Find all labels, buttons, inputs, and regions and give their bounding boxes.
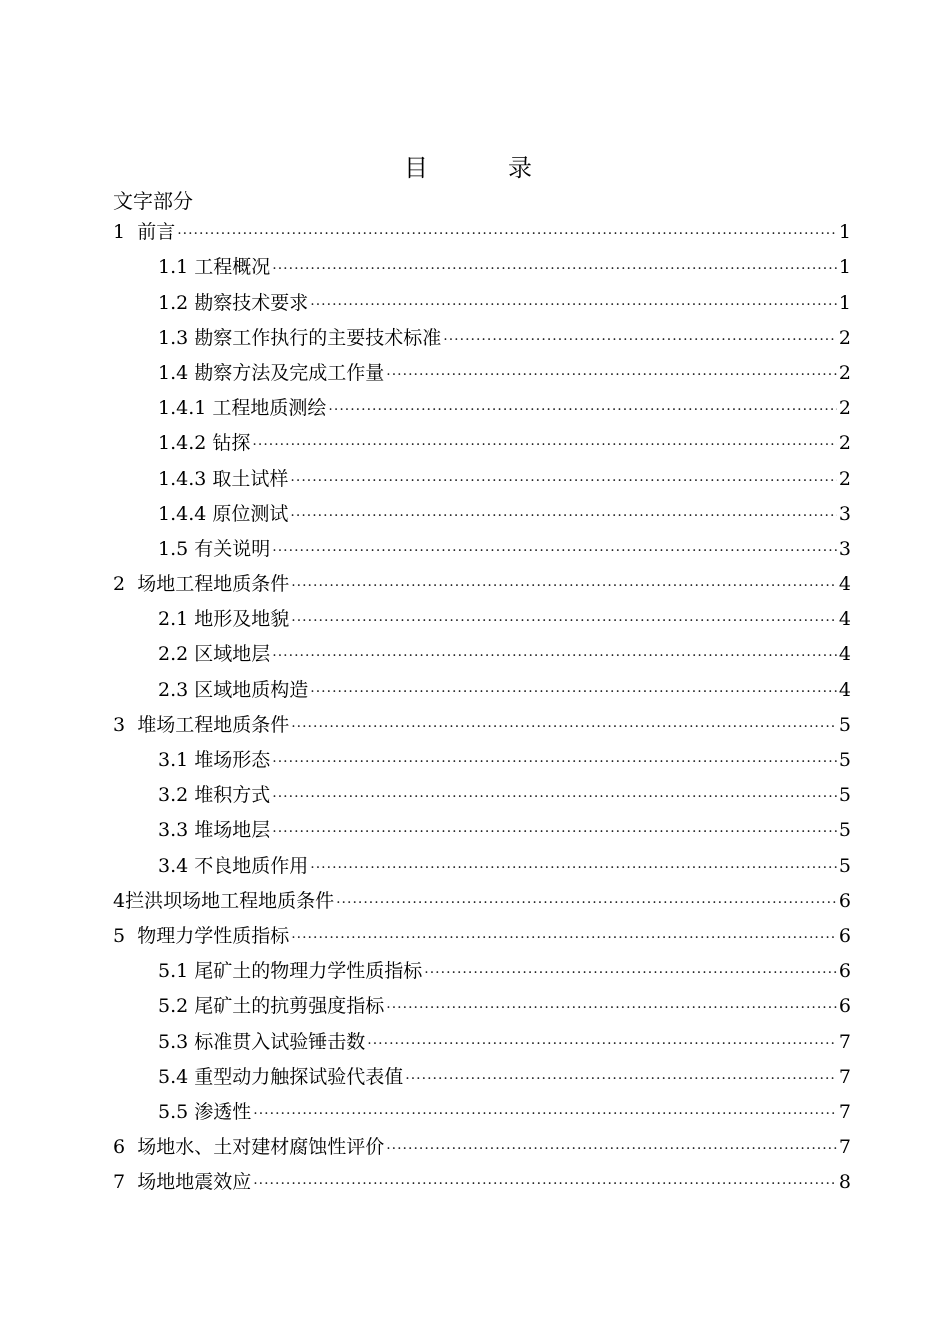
dot-leader — [291, 602, 837, 637]
toc-entry-number: 5.2 — [158, 995, 189, 1018]
toc-entry-label — [158, 849, 308, 884]
toc-entry[interactable] — [113, 743, 851, 778]
toc-page-number: 4 — [838, 678, 851, 701]
toc-entry[interactable] — [113, 356, 851, 391]
toc-entry-number: 4 — [113, 889, 126, 912]
toc-entry-label — [158, 286, 308, 321]
toc-entry-text: 物理力学性质指标 — [137, 924, 290, 947]
toc-page-number: 1 — [838, 256, 851, 279]
toc-entry[interactable] — [113, 919, 851, 954]
toc-entry-label — [158, 637, 270, 672]
toc-entry-text: 区域地层 — [194, 643, 271, 666]
toc-entry-number: 3 — [113, 713, 126, 736]
toc-page-number: 1 — [838, 221, 851, 244]
toc-entry[interactable] — [113, 813, 851, 848]
toc-entry-label — [158, 813, 270, 848]
toc-entry[interactable] — [113, 567, 851, 602]
toc-page-number: 2 — [838, 397, 851, 420]
toc-entry-label — [113, 1165, 251, 1200]
toc-page-number: 5 — [838, 819, 851, 842]
toc-page-number: 7 — [838, 1136, 851, 1159]
toc-entry-label — [158, 250, 270, 285]
toc-page-number: 5 — [838, 713, 851, 736]
toc-entry-text: 钻探 — [212, 432, 251, 455]
toc-entry[interactable] — [113, 954, 851, 989]
toc-entry-number: 2.1 — [158, 608, 189, 631]
toc-entry-number: 5.5 — [158, 1100, 189, 1123]
toc-entry-number: 1.4 — [158, 361, 189, 384]
toc-entry-number: 3.4 — [158, 854, 189, 877]
table-of-contents — [113, 215, 851, 1200]
toc-entry-label — [158, 462, 288, 497]
toc-entry[interactable] — [113, 1165, 851, 1200]
toc-entry-label — [113, 1130, 384, 1165]
toc-entry-text: 工程概况 — [194, 256, 271, 279]
toc-entry-text: 工程地质测绘 — [212, 397, 327, 420]
toc-page-number: 6 — [838, 995, 851, 1018]
toc-entry-text: 场地地震效应 — [137, 1171, 252, 1194]
dot-leader — [291, 708, 837, 743]
toc-entry[interactable] — [113, 637, 851, 672]
toc-entry[interactable] — [113, 461, 851, 496]
toc-page-number: 2 — [838, 467, 851, 490]
toc-page-number: 3 — [838, 537, 851, 560]
toc-entry-label — [158, 778, 270, 813]
toc-entry[interactable] — [113, 884, 851, 919]
toc-page-number: 2 — [838, 432, 851, 455]
toc-entry-label — [158, 954, 422, 989]
toc-entry[interactable] — [113, 391, 851, 426]
toc-entry[interactable] — [113, 672, 851, 707]
toc-entry-number: 3.1 — [158, 749, 189, 771]
dot-leader — [405, 1060, 837, 1095]
toc-page-number: 4 — [838, 608, 851, 631]
toc-entry-text: 前言 — [137, 221, 176, 244]
dot-leader — [272, 743, 837, 778]
toc-entry[interactable] — [113, 1095, 851, 1130]
toc-entry-number: 3.2 — [158, 784, 189, 807]
dot-leader — [443, 321, 837, 356]
toc-entry-text: 尾矿土的物理力学性质指标 — [194, 960, 423, 983]
page-title: 目 录 — [404, 154, 560, 182]
dot-leader — [272, 813, 837, 848]
toc-page-number: 5 — [838, 749, 851, 771]
toc-page-number: 7 — [838, 1065, 851, 1088]
toc-entry-number: 3.3 — [158, 819, 189, 842]
toc-entry-text: 标准贯入试验锤击数 — [194, 1030, 366, 1053]
dot-leader — [310, 849, 837, 884]
toc-entry-label — [158, 426, 250, 461]
toc-entry[interactable] — [113, 989, 851, 1024]
toc-page-number: 3 — [838, 502, 851, 525]
section-label: 文字部分 — [113, 189, 193, 213]
toc-entry-number: 1.5 — [158, 537, 189, 560]
toc-entry-number: 1.2 — [158, 291, 189, 314]
toc-entry-number: 2.2 — [158, 643, 189, 666]
toc-entry-label — [158, 391, 326, 426]
dot-leader — [328, 391, 836, 426]
toc-entry-number: 5 — [113, 924, 126, 947]
dot-leader — [272, 250, 837, 285]
toc-entry-text: 区域地质构造 — [194, 678, 309, 701]
toc-entry-number: 1.4.3 — [158, 467, 207, 490]
toc-entry[interactable] — [113, 848, 851, 883]
toc-entry-number: 2 — [113, 573, 126, 596]
toc-entry-number: 5.4 — [158, 1065, 189, 1088]
dot-leader — [291, 567, 837, 602]
toc-entry-label — [158, 356, 384, 391]
toc-entry-label — [113, 708, 289, 743]
dot-leader — [272, 532, 837, 567]
dot-leader — [310, 673, 837, 708]
toc-entry-label — [158, 743, 270, 778]
toc-entry-label — [158, 1095, 251, 1130]
toc-entry-label — [158, 1060, 403, 1095]
toc-entry[interactable] — [113, 497, 851, 532]
toc-page-number: 6 — [838, 924, 851, 947]
toc-entry-label — [113, 215, 175, 250]
toc-page-number: 6 — [838, 889, 851, 912]
toc-entry-text: 取土试样 — [212, 467, 289, 490]
toc-entry-number: 1.4.2 — [158, 432, 207, 455]
toc-entry-label — [113, 884, 334, 919]
toc-entry-text: 渗透性 — [194, 1100, 252, 1123]
toc-entry[interactable] — [113, 602, 851, 637]
dot-leader — [310, 286, 837, 321]
toc-page-number: 4 — [838, 573, 851, 596]
toc-entry-text: 勘察工作执行的主要技术标准 — [194, 326, 442, 349]
toc-entry-text: 原位测试 — [212, 502, 289, 525]
toc-entry-number: 5.1 — [158, 960, 189, 983]
dot-leader — [252, 426, 836, 461]
dot-leader — [272, 778, 837, 813]
toc-entry-label — [113, 567, 289, 602]
toc-entry-text: 拦洪坝场地工程地质条件 — [125, 889, 335, 912]
toc-entry[interactable] — [113, 215, 851, 250]
toc-page-number: 7 — [838, 1030, 851, 1053]
toc-entry[interactable] — [113, 426, 851, 461]
dot-leader — [177, 215, 837, 250]
toc-entry-text: 场地水、土对建材腐蚀性评价 — [137, 1136, 385, 1159]
toc-page-number: 6 — [838, 960, 851, 983]
toc-page-number: 5 — [838, 784, 851, 807]
toc-entry[interactable] — [113, 1130, 851, 1165]
toc-entry-number: 1.4.4 — [158, 502, 207, 525]
toc-entry-text: 勘察技术要求 — [194, 291, 309, 314]
toc-entry[interactable] — [113, 532, 851, 567]
toc-page-number: 2 — [838, 361, 851, 384]
dot-leader — [290, 462, 836, 497]
toc-entry[interactable] — [113, 708, 851, 743]
toc-page-number: 1 — [838, 291, 851, 314]
toc-entry-number: 1 — [113, 221, 126, 244]
toc-entry-text: 地形及地貌 — [194, 608, 290, 631]
toc-page-number: 2 — [838, 326, 851, 349]
toc-entry-label — [158, 1025, 365, 1060]
toc-entry-number: 1.1 — [158, 256, 189, 279]
toc-entry[interactable] — [113, 1024, 851, 1059]
toc-entry[interactable] — [113, 1060, 851, 1095]
toc-entry-label — [158, 602, 289, 637]
dot-leader — [290, 497, 836, 532]
toc-entry-text: 有关说明 — [194, 537, 271, 560]
dot-leader — [367, 1025, 837, 1060]
toc-entry-text: 尾矿土的抗剪强度指标 — [194, 995, 385, 1018]
toc-entry-number: 6 — [113, 1136, 126, 1159]
toc-entry-label — [158, 321, 441, 356]
toc-entry[interactable] — [113, 778, 851, 813]
toc-entry-text: 场地工程地质条件 — [137, 573, 290, 596]
toc-entry-number: 2.3 — [158, 678, 189, 701]
toc-entry-label — [158, 989, 384, 1024]
dot-leader — [386, 989, 837, 1024]
dot-leader — [253, 1165, 837, 1200]
toc-entry[interactable] — [113, 250, 851, 285]
toc-entry-text: 堆场形态 — [194, 749, 271, 771]
toc-page-number: 4 — [838, 643, 851, 666]
toc-entry-text: 勘察方法及完成工作量 — [194, 361, 385, 384]
dot-leader — [272, 637, 837, 672]
toc-entry-number: 1.4.1 — [158, 397, 207, 420]
toc-entry-number: 1.3 — [158, 326, 189, 349]
dot-leader — [386, 356, 837, 391]
toc-page-number: 8 — [838, 1171, 851, 1194]
toc-entry-label — [158, 673, 308, 708]
toc-entry-text: 堆积方式 — [194, 784, 271, 807]
dot-leader — [291, 919, 837, 954]
toc-entry-text: 堆场地层 — [194, 819, 271, 842]
toc-entry-text: 不良地质作用 — [194, 854, 309, 877]
toc-entry-text: 重型动力触探试验代表值 — [194, 1065, 404, 1088]
toc-entry-label — [158, 532, 270, 567]
toc-entry[interactable] — [113, 285, 851, 320]
toc-entry[interactable] — [113, 321, 851, 356]
toc-entry-label — [158, 497, 288, 532]
dot-leader — [424, 954, 837, 989]
toc-page-number: 7 — [838, 1100, 851, 1123]
toc-entry-label — [113, 919, 289, 954]
toc-entry-number: 7 — [113, 1171, 126, 1194]
toc-entry-number: 5.3 — [158, 1030, 189, 1053]
dot-leader — [253, 1095, 837, 1130]
dot-leader — [336, 884, 837, 919]
toc-entry-text: 堆场工程地质条件 — [137, 713, 290, 736]
dot-leader — [386, 1130, 837, 1165]
toc-page-number: 5 — [838, 854, 851, 877]
